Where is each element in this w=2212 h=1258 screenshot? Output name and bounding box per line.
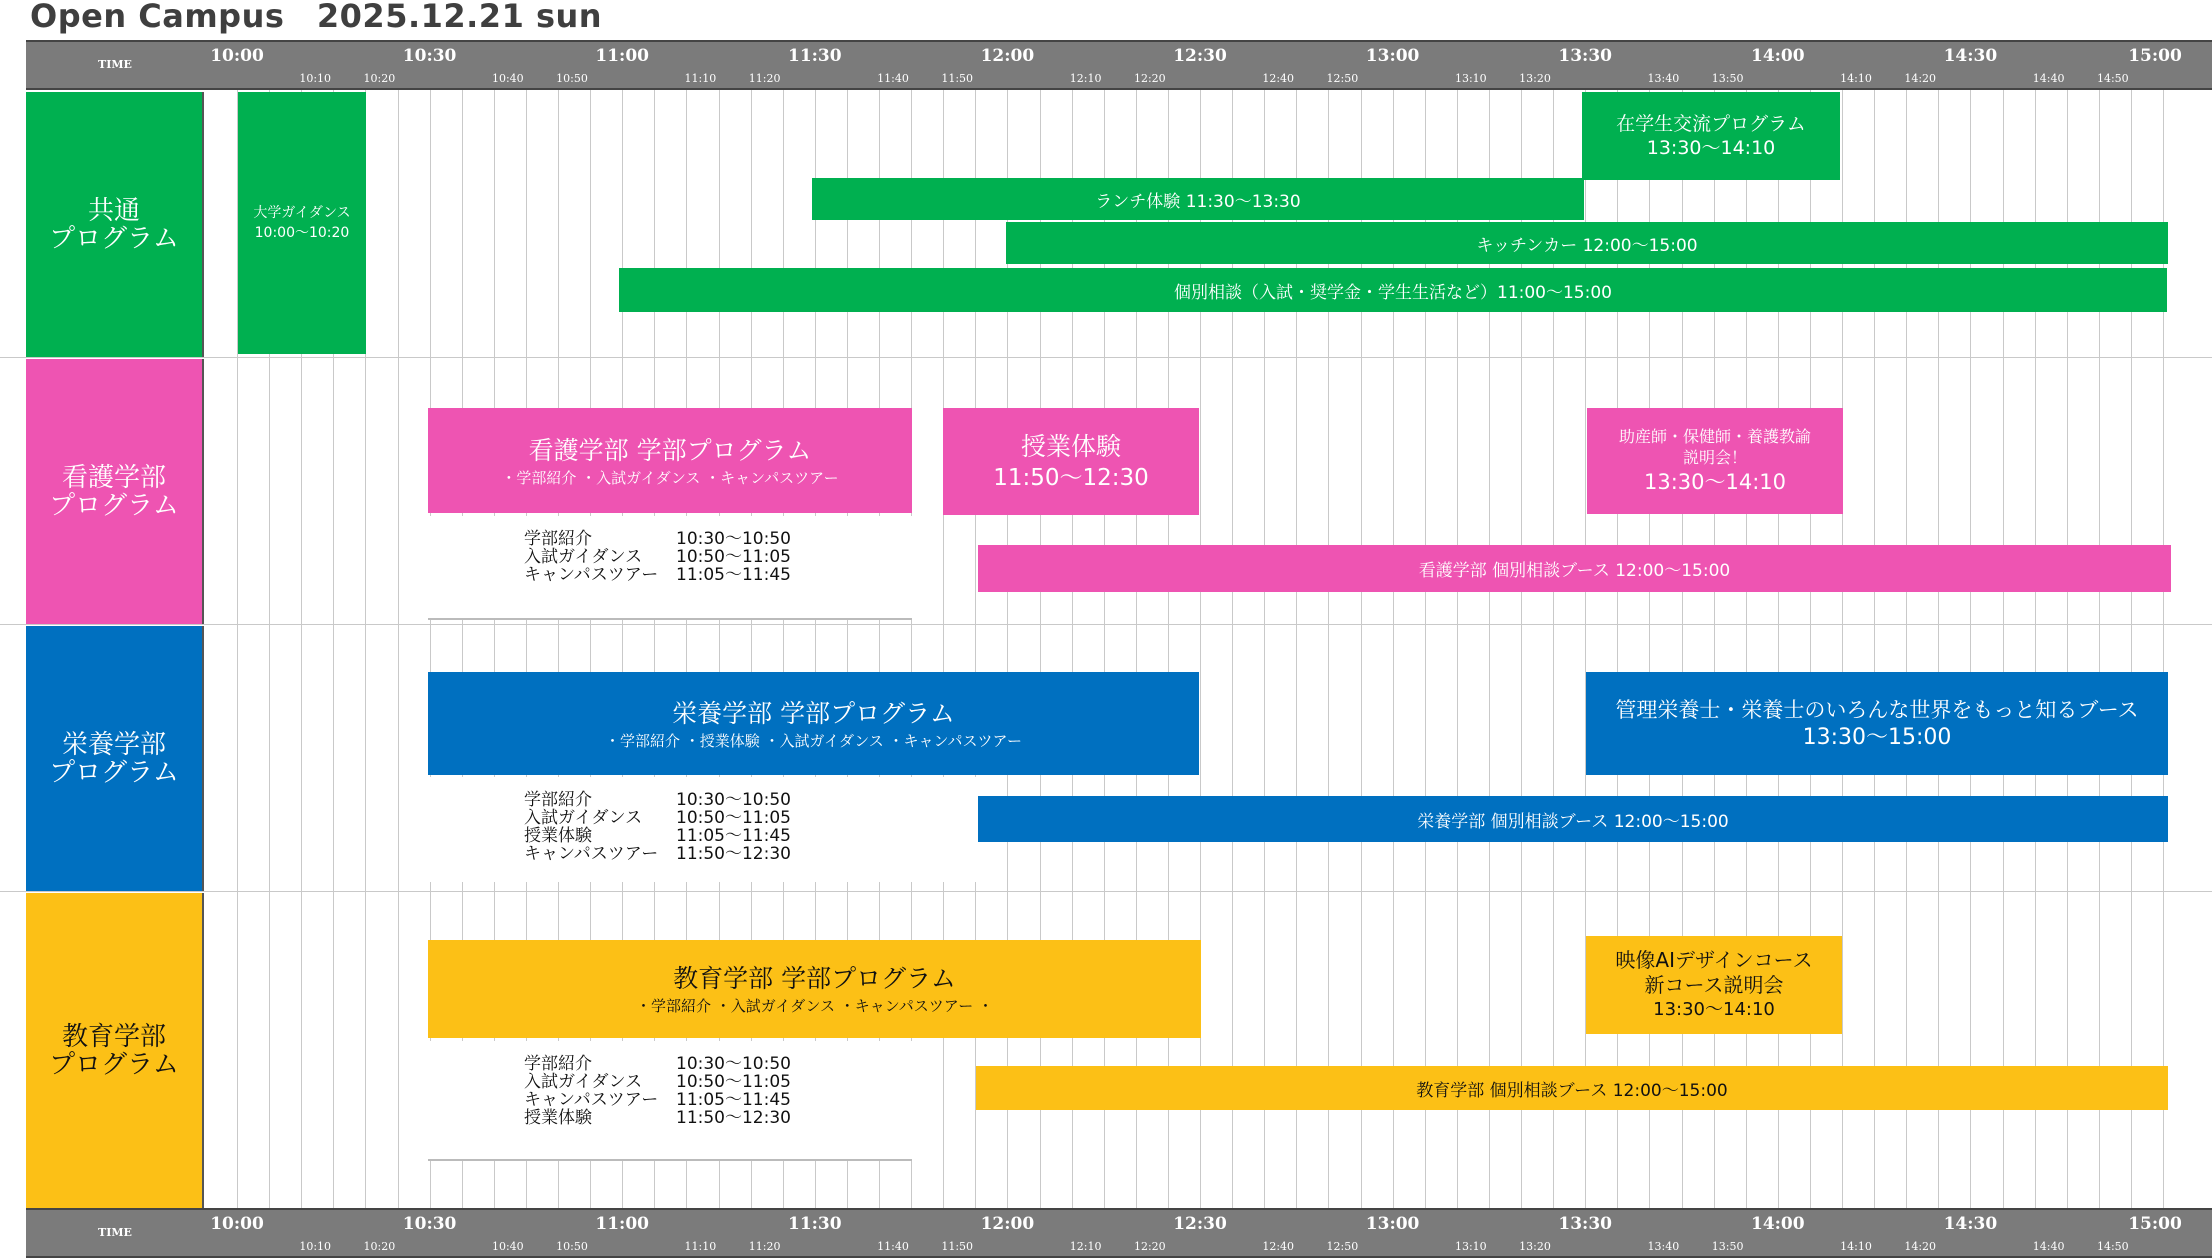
row-divider [0,891,2212,892]
event-nursing-booth[interactable] [978,545,2171,592]
detail-item-name: 授業体験 [524,1108,592,1128]
event-title: 教育学部 個別相談ブース 12:00～15:00 [1416,1080,1728,1101]
detail-item-name: キャンパスツアー [524,844,659,864]
time-tick-minor: 11:50 [941,72,974,85]
detail-item-time: 11:05～11:45 [676,1090,791,1110]
time-tick-major: 11:30 [788,46,842,66]
time-tick-major: 13:00 [1365,1214,1420,1234]
event-title: 栄養学部 学部プログラム [672,698,955,728]
time-tick-major: 12:30 [1173,1214,1227,1234]
event-education-program[interactable] [428,940,1201,1038]
grid-line [398,90,399,1208]
event-subtitle: ・学部紹介 ・入試ガイダンス ・キャンパスツアー ・ [635,997,994,1015]
time-tick-minor: 10:50 [556,1240,588,1253]
time-tick-minor: 14:40 [2032,1240,2065,1253]
time-tick-minor: 12:20 [1133,1240,1166,1253]
event-title: キッチンカー 12:00～15:00 [1476,235,1698,256]
event-time: 13:30～15:00 [1802,724,1952,750]
time-tick-major: 11:00 [595,46,649,66]
event-student-exchange[interactable] [1582,92,1840,180]
time-tick-minor: 12:50 [1326,1240,1359,1253]
event-title: 助産師・保健師・養護教諭 [1618,427,1811,446]
detail-item-time: 11:50～12:30 [676,844,791,864]
detail-item-time: 10:50～11:05 [676,547,791,567]
detail-item-name: 学部紹介 [524,1054,592,1074]
time-tick-minor: 10:10 [299,1240,332,1253]
row-label-common: 共通 プログラム [26,92,204,357]
grid-line [943,90,944,1208]
time-tick-minor: 14:10 [1840,1240,1872,1253]
row-label-nursing: 看護学部 プログラム [26,359,204,624]
event-time: 11:50～12:30 [993,464,1149,491]
event-nutrition-program[interactable] [428,672,1199,775]
event-nutrition-booth[interactable] [978,796,2168,842]
event-title: 大学ガイダンス [253,205,351,221]
time-tick-minor: 11:10 [684,1240,717,1253]
time-header-top [26,40,2212,90]
time-tick-minor: 10:20 [363,72,396,85]
event-title: 管理栄養士・栄養士のいろんな世界をもっと知るブース [1615,697,2139,722]
event-nursing-class[interactable] [943,408,1199,515]
detail-item-time: 10:30～10:50 [676,529,791,549]
detail-item-name: 入試ガイダンス [524,1072,643,1092]
nursing-detail-box [428,516,912,620]
event-time: 13:30～14:10 [1653,999,1775,1020]
detail-item-name: 入試ガイダンス [524,808,643,828]
time-tick-minor: 13:50 [1711,72,1744,85]
time-tick-major: 10:30 [402,1214,457,1234]
time-tick-minor: 13:40 [1647,1240,1680,1253]
event-time: 13:30～14:10 [1643,470,1787,494]
event-kitchen-car[interactable] [1006,222,2168,264]
time-tick-minor: 12:10 [1069,1240,1102,1253]
time-tick-minor: 14:40 [2032,72,2065,85]
time-tick-minor: 14:50 [2096,72,2129,85]
event-subtitle: ・学部紹介 ・入試ガイダンス ・キャンパスツアー [501,468,839,487]
event-title: 看護学部 個別相談ブース 12:00～15:00 [1418,561,1731,581]
time-tick-minor: 11:40 [877,1240,909,1253]
education-detail-box [428,1041,912,1161]
time-tick-major: 14:30 [1943,46,1998,66]
time-tick-minor: 10:10 [299,72,332,85]
time-tick-minor: 11:20 [748,1240,781,1253]
event-title: 教育学部 学部プログラム [673,964,956,993]
detail-item-name: 学部紹介 [524,790,592,810]
time-tick-major: 10:30 [402,46,457,66]
event-subtitle: 説明会！ [1682,448,1747,467]
time-tick-minor: 11:20 [748,72,781,85]
detail-item-time: 11:50～12:30 [676,1108,791,1128]
time-label: TIME [98,58,132,71]
detail-item-name: キャンパスツアー [524,565,659,585]
time-tick-minor: 13:20 [1519,72,1551,85]
row-label-nutrition: 栄養学部 プログラム [26,626,204,891]
time-label: TIME [98,1226,132,1239]
time-tick-minor: 14:50 [2096,1240,2129,1253]
time-tick-major: 13:30 [1558,46,1612,66]
time-tick-minor: 14:20 [1904,1240,1937,1253]
time-header-bottom [26,1208,2212,1258]
event-title: 個別相談（入試・奨学金・学生生活など）11:00～15:00 [1174,282,1612,303]
time-tick-minor: 10:40 [491,1240,524,1253]
time-tick-minor: 14:20 [1904,72,1937,85]
event-time: 13:30～14:10 [1646,137,1776,159]
event-nutrition-world[interactable] [1586,672,2168,775]
event-title: 栄養学部 個別相談ブース 12:00～15:00 [1417,811,1729,832]
time-tick-minor: 14:10 [1840,72,1872,85]
event-common-consultation[interactable] [619,268,2167,312]
row-label-education: 教育学部 プログラム [26,893,204,1208]
time-tick-minor: 12:40 [1262,1240,1295,1253]
time-tick-minor: 10:40 [491,72,524,85]
event-subtitle: ・学部紹介 ・授業体験 ・入試ガイダンス ・キャンパスツアー [604,731,1023,750]
event-title: 授業体験 [1020,431,1121,461]
detail-item-name: キャンパスツアー [524,1090,659,1110]
time-tick-minor: 10:50 [556,72,588,85]
time-tick-major: 14:00 [1751,46,1805,66]
time-tick-minor: 12:10 [1069,72,1102,85]
time-tick-minor: 12:50 [1326,72,1359,85]
event-title: 映像AIデザインコース [1615,948,1813,972]
detail-item-time: 11:05～11:45 [676,565,791,585]
time-tick-major: 12:00 [980,46,1035,66]
time-tick-major: 11:30 [788,1214,842,1234]
grid-line [975,90,976,1208]
event-nursing-midwife[interactable] [1587,408,1843,514]
time-tick-minor: 13:20 [1519,1240,1551,1253]
time-tick-major: 15:00 [2128,1214,2182,1234]
event-university-guidance[interactable] [238,92,366,354]
time-tick-minor: 13:40 [1647,72,1680,85]
time-tick-minor: 12:20 [1133,72,1166,85]
detail-item-name: 入試ガイダンス [524,547,643,567]
time-tick-minor: 11:50 [941,1240,974,1253]
time-tick-major: 13:00 [1365,46,1420,66]
time-tick-minor: 13:10 [1454,72,1487,85]
time-tick-major: 10:00 [210,1214,264,1234]
event-title: 看護学部 学部プログラム [528,435,812,465]
detail-item-time: 11:05～11:45 [676,826,791,846]
event-nursing-program[interactable] [428,408,912,513]
detail-item-time: 10:50～11:05 [676,808,791,828]
time-tick-major: 12:30 [1173,46,1227,66]
time-tick-minor: 12:40 [1262,72,1295,85]
time-tick-major: 14:00 [1751,1214,1805,1234]
detail-item-time: 10:50～11:05 [676,1072,791,1092]
detail-item-name: 授業体験 [524,826,592,846]
time-tick-minor: 13:50 [1711,1240,1744,1253]
event-time: 10:00～10:20 [254,225,350,241]
event-education-ai[interactable] [1586,936,1842,1034]
time-tick-minor: 11:10 [684,72,717,85]
time-tick-minor: 10:20 [363,1240,396,1253]
nutrition-detail-box [428,777,976,882]
row-divider [0,624,2212,625]
event-title: 在学生交流プログラム [1616,113,1806,135]
time-tick-minor: 13:10 [1454,1240,1487,1253]
event-lunch[interactable] [812,178,1584,220]
event-subtitle: 新コース説明会 [1644,973,1784,997]
time-tick-major: 14:30 [1943,1214,1998,1234]
event-title: ランチ体験 11:30～13:30 [1095,191,1301,212]
time-tick-major: 10:00 [210,46,264,66]
time-tick-major: 11:00 [595,1214,649,1234]
detail-item-time: 10:30～10:50 [676,790,791,810]
time-tick-major: 15:00 [2128,46,2182,66]
page-title: Open Campus 2025.12.21 sun [30,0,603,35]
row-divider [0,357,2212,358]
time-tick-major: 12:00 [980,1214,1035,1234]
time-tick-major: 13:30 [1558,1214,1612,1234]
time-tick-minor: 11:40 [877,72,909,85]
detail-item-name: 学部紹介 [524,529,592,549]
detail-item-time: 10:30～10:50 [676,1054,791,1074]
event-education-booth[interactable] [976,1066,2168,1110]
